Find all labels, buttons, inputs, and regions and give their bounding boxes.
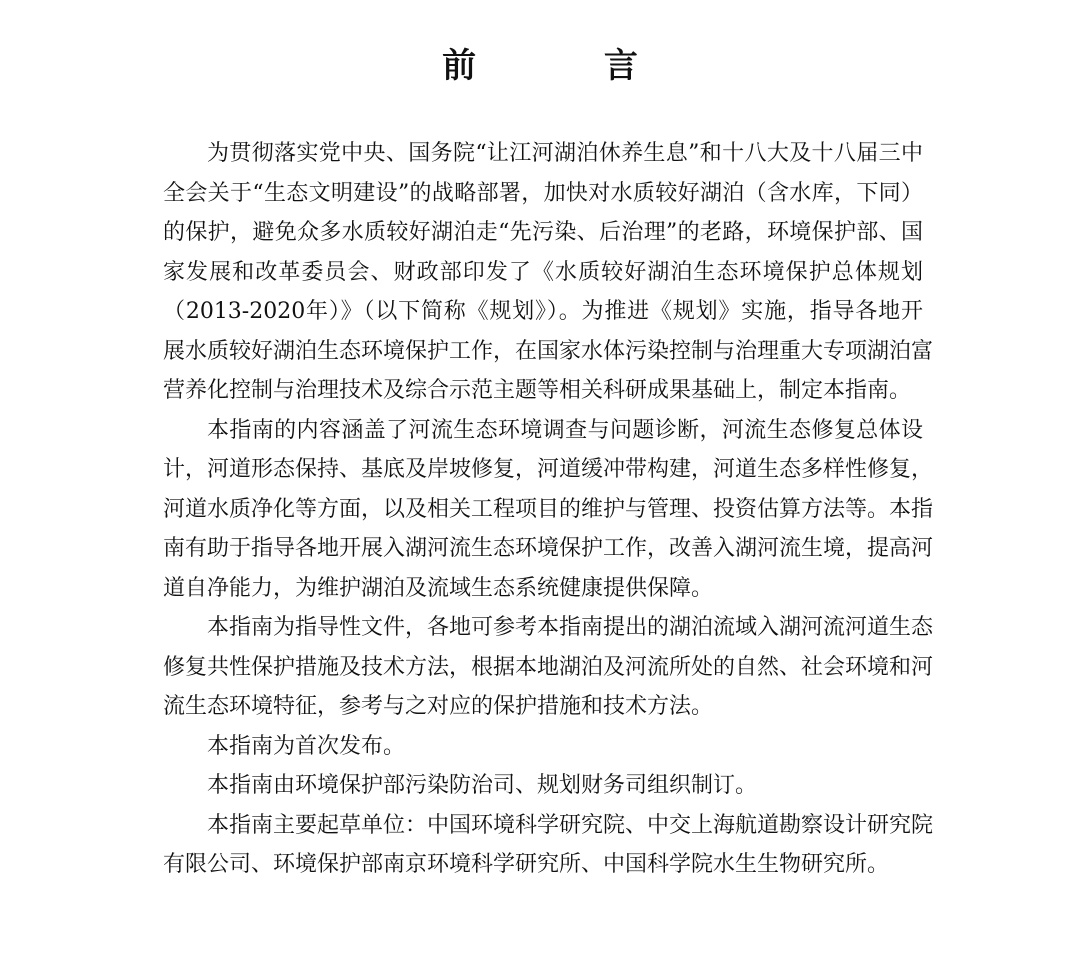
paragraph-line: 展水质较好湖泊生态环境保护工作，在国家水体污染控制与治理重大专项湖泊富 [163,338,934,364]
paragraph-line: 营养化控制与治理技术及综合示范主题等相关科研成果基础上，制定本指南。 [163,378,912,403]
paragraph-line: 本指南由环境保护部污染防治司、规划财务司组织制订。 [207,773,758,798]
paragraph-line: 全会关于“生态文明建设”的战略部署，加快对水质较好湖泊（含水库，下同） [163,180,923,206]
paragraph-line: 计，河道形态保持、基底及岸坡修复，河道缓冲带构建，河道生态多样性修复， [163,457,934,482]
paragraph-line: 道自净能力，为维护湖泊及流域生态系统健康提供保障。 [163,575,714,601]
paragraph-line: 流生态环境特征，参考与之对应的保护措施和技术方法。 [163,694,714,719]
document-body [163,134,934,885]
paragraph-line: 有限公司、环境保护部南京环境科学研究所、中国科学院水生生物研究所。 [163,852,890,877]
paragraph-line: （2013-2020年）》（以下简称《规划》）。为推进《规划》实施，指导各地开 [163,299,923,324]
paragraph-4 [163,727,923,767]
paragraph-5 [163,766,923,806]
paragraph-3 [163,608,934,727]
paragraph-line: 本指南为首次发布。 [207,733,406,759]
paragraph-line: 本指南为指导性文件，各地可参考本指南提出的湖泊流域入湖河流河道生态 [207,615,934,640]
paragraph-line: 本指南主要起草单位：中国环境科学研究院、中交上海航道勘察设计研究院 [207,812,934,838]
paragraph-2 [163,411,934,609]
paragraph-line: 南有助于指导各地开展入湖河流生态环境保护工作，改善入湖河流生境，提高河 [163,536,934,561]
page-title: 前 言 [442,46,696,86]
paragraph-line: 为贯彻落实党中央、国务院“让江河湖泊休养生息”和十八大及十八届三中 [207,141,923,166]
paragraph-1 [163,134,934,411]
paragraph-line: 河道水质净化等方面，以及相关工程项目的维护与管理、投资估算方法等。本指 [163,496,934,522]
paragraph-line: 本指南的内容涵盖了河流生态环境调查与问题诊断，河流生态修复总体设 [207,417,923,443]
paragraph-line: 的保护，避免众多水质较好湖泊走“先污染、后治理”的老路，环境保护部、国 [163,220,923,245]
paragraph-line: 家发展和改革委员会、财政部印发了《水质较好湖泊生态环境保护总体规划 [163,259,923,285]
paragraph-6 [163,806,934,885]
paragraph-line: 修复共性保护措施及技术方法，根据本地湖泊及河流所处的自然、社会环境和河 [163,654,934,680]
